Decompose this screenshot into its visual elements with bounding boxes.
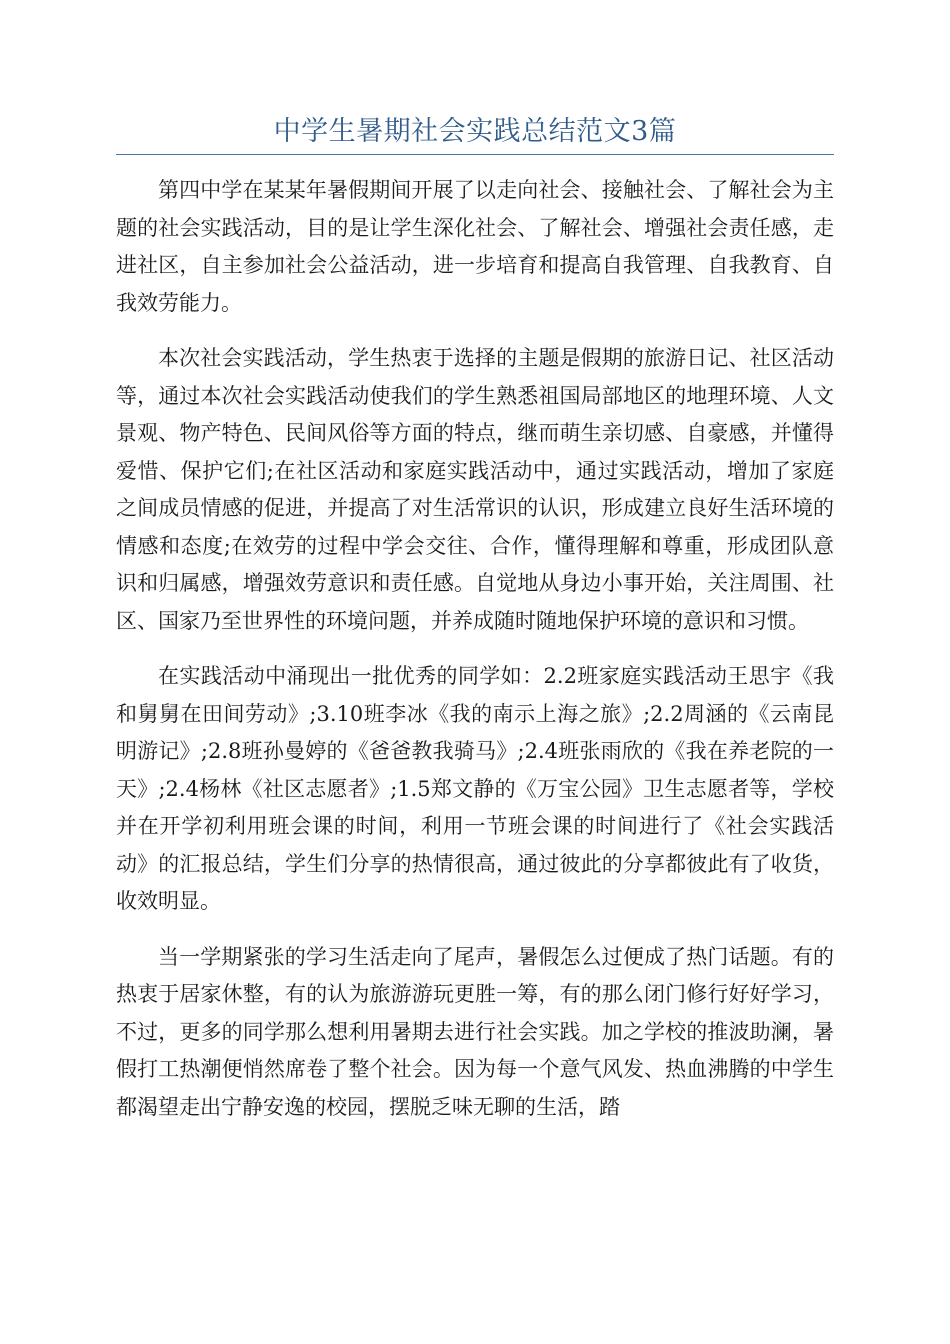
title-divider [116,154,834,155]
paragraph-2: 本次社会实践活动，学生热衷于选择的主题是假期的旅游日记、社区活动等，通过本次社会实践活动使我们的学生熟悉祖国局部地区的地理环境、人文景观、物产特色、民间风俗等方面的特点，继而萌生亲切感、自豪感，并懂得爱惜、保护它们;在社区活动和家庭实践活动中，通过实践活动，增加了家庭之间成员情感的促进，并提高了对生活常识的认识，形成建立良好生活环境的情感和态度;在效劳的过程中学会交往、合作，懂得理解和尊重，形成团队意识和归属感，增强效劳意识和责任感。自觉地从身边小事开始，关注周围、社区、国家乃至世界性的环境问题，并养成随时随地保护环境的意识和习惯。 [116,346,834,633]
paragraph-4: 当一学期紧张的学习生活走向了尾声，暑假怎么过便成了热门话题。有的热衷于居家休整，有的认为旅游游玩更胜一筹，有的那么闭门修行好好学习，不过，更多的同学那么想利用暑期去进行社会实践。加之学校的推波助澜，暑假打工热潮便悄然席卷了整个社会。因为每一个意气风发、热血沸腾的中学生都渴望走出宁静安逸的校园，摆脱乏味无聊的生活，踏 [116,944,834,1119]
page-title: 中学生暑期社会实践总结范文3篇 [273,116,677,147]
paragraph-3: 在实践活动中涌现出一批优秀的同学如：2.2班家庭实践活动王思宇《我和舅舅在田间劳动》;3.10班李冰《我的南示上海之旅》;2.2周涵的《云南昆明游记》;2.8班孙曼婷的《爸爸教我骑马》;2.4班张雨欣的《我在养老院的一天》;2.4杨林《社区志愿者》;1.5郑文静的《万宝公园》卫生志愿者等，学校并在开学初利用班会课的时间，利用一节班会课的时间进行了《社会实践活动》的汇报总结，学生们分享的热情很高，通过彼此的分享都彼此有了收货，收效明显。 [116,664,834,913]
document-body [116,172,834,1144]
paragraph-1: 第四中学在某某年暑假期间开展了以走向社会、接触社会、了解社会为主题的社会实践活动，目的是让学生深化社会、了解社会、增强社会责任感，走进社区，自主参加社会公益活动，进一步培育和提高自我管理、自我教育、自我效劳能力。 [116,178,834,315]
